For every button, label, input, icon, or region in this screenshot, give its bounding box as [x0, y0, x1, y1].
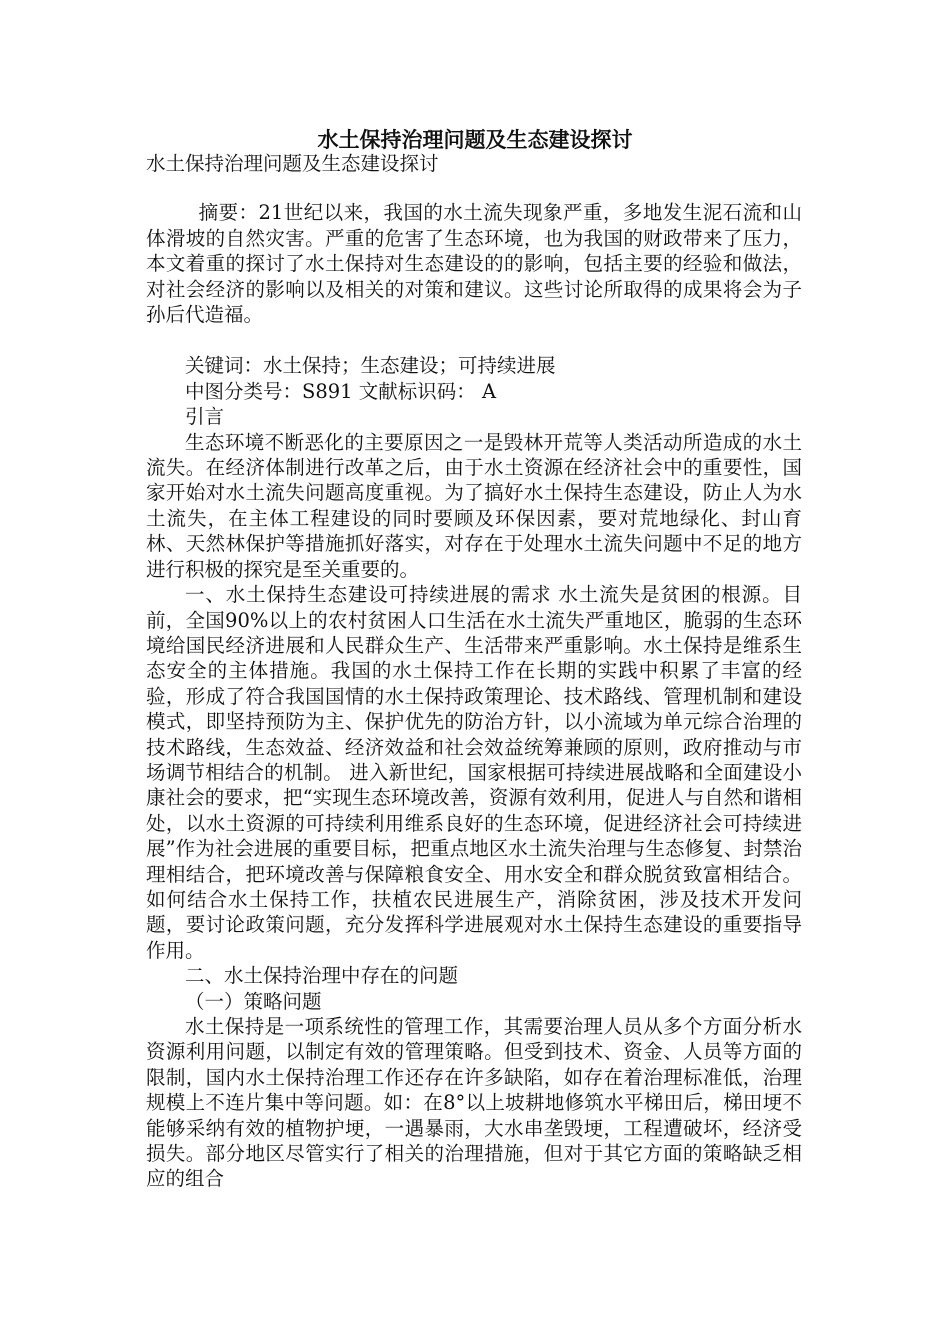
keywords-line: 关键词：水土保持；生态建设；可持续进展: [185, 354, 556, 378]
section-2-heading: 二、水土保持治理中存在的问题: [185, 964, 459, 988]
section-1-paragraph: 一、水土保持生态建设可持续进展的需求 水土流失是贫困的根源。目前，全国90%以上的农村贫困人口生活在水土流失严重地区，脆弱的生态环境给国民经济进展和人民群众生产、生活带来严重影响。水土保持是维系生态安全的主体措施。我国的水土保持工作在长期的实践中积累了丰富的经验，形成了符合我国国情的水土保持政策理论、技术路线、管理机制和建设模式，即坚持预防为主、保护优先的防治方针，以小流域为单元综合治理的技术路线，生态效益、经济效益和社会效益统筹兼顾的原则，政府推动与市场调节相结合的机制。 进入新世纪，国家根据可持续进展战略和全面建设小康社会的要求，把“实现生态环境改善，资源有效利用，促进人与自然和谐相处，以水土资源的可持续利用维系良好的生态环境，促进经济社会可持续进展”作为社会进展的重要目标，把重点地区水土流失治理与生态修复、封禁治理相结合，把环境改善与保障粮食安全、用水安全和群众脱贫致富相结合。如何结合水土保持工作，扶植农民进展生产，消除贫困，涉及技术开发问题，要讨论政策问题，充分发挥科学进展观对水土保持生态建设的重要指导作用。: [146, 583, 802, 962]
spacer: [146, 327, 802, 353]
subsection-1-heading: （一）策略问题: [185, 989, 322, 1013]
document-title: 水土保持治理问题及生态建设探讨: [317, 127, 633, 152]
document-body: [146, 151, 802, 1192]
classification-line: 中图分类号：S891 文献标识码： A: [185, 379, 497, 403]
intro-heading: 引言: [185, 405, 225, 429]
subsection-1-paragraph: 水土保持是一项系统性的管理工作，其需要治理人员从多个方面分析水资源利用问题，以制定有效的管理策略。但受到技术、资金、人员等方面的限制，国内水土保持治理工作还存在许多缺陷，如存在着治理标准低，治理规模上不连片集中等问题。如：在8°以上坡耕地修筑水平梯田后，梯田埂不能够采纳有效的植物护埂，一遇暴雨，大水串垄毁埂，工程遭破坏，经济受损失。部分地区尽管实行了相关的治理措施，但对于其它方面的策略缺乏相应的组合: [146, 1015, 802, 1191]
spacer: [146, 176, 802, 200]
abstract-paragraph: 摘要：21世纪以来，我国的水土流失现象严重，多地发生泥石流和山体滑坡的自然灾害。严重的危害了生态环境，也为我国的财政带来了压力，本文着重的探讨了水土保持对生态建设的的影响，包括主要的经验和做法，对社会经济的影响以及相关的对策和建议。这些讨论所取得的成果将会为子孙后代造福。: [146, 201, 802, 327]
document-subtitle: 水土保持治理问题及生态建设探讨: [146, 152, 439, 175]
intro-paragraph: 生态环境不断恶化的主要原因之一是毁林开荒等人类活动所造成的水土流失。在经济体制进行改革之后，由于水土资源在经济社会中的重要性，国家开始对水土流失问题高度重视。为了搞好水土保持生态建设，防止人为水土流失，在主体工程建设的同时要顾及环保因素，要对荒地绿化、封山育林、天然林保护等措施抓好落实，对存在于处理水土流失问题中不足的地方进行积极的探究是至关重要的。: [146, 430, 802, 581]
